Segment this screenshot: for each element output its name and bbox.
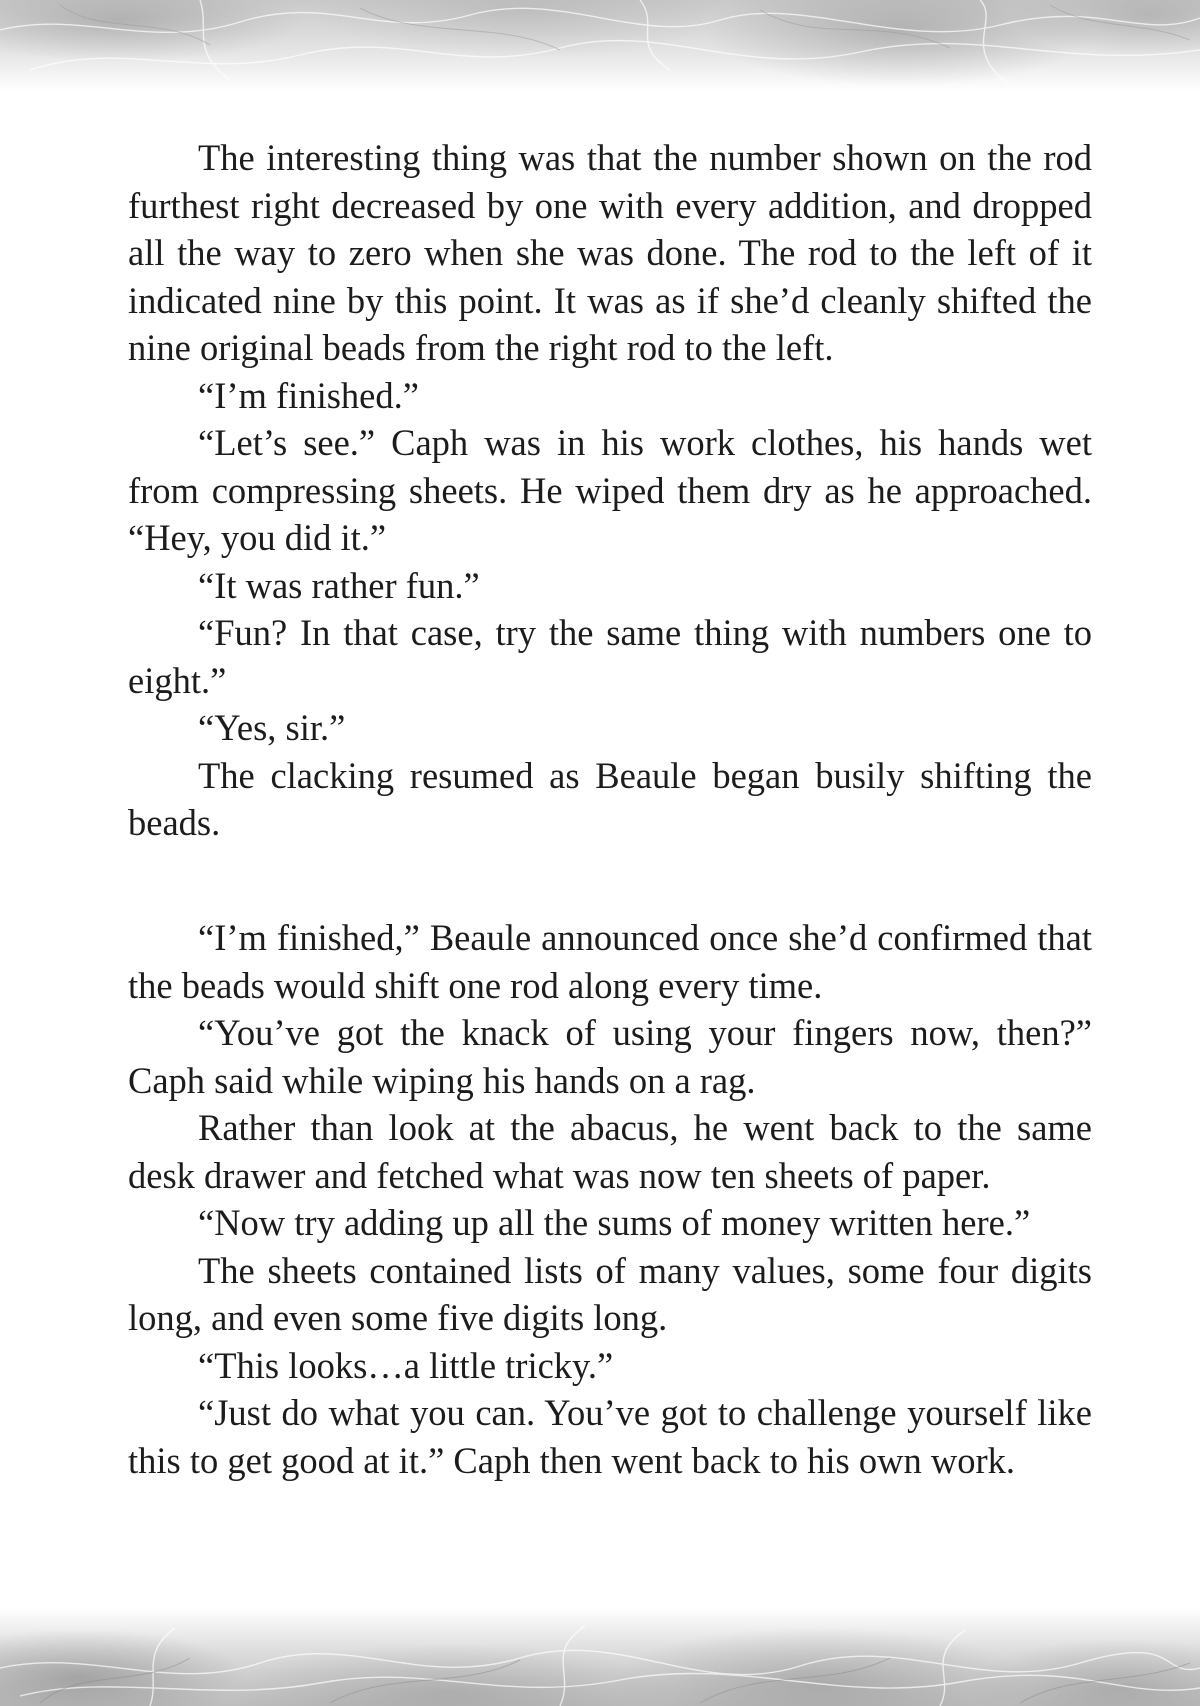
paragraph: “I’m finished,” Beaule announced once she’d confirmed that the beads would shift one rod along every time. <box>128 917 1092 1006</box>
paragraph: “You’ve got the knack of using your fingers now, then?” Caph said while wiping his hands on a rag. <box>128 1012 1092 1101</box>
story-section-1 <box>128 134 1092 847</box>
paragraph: “I’m finished.” <box>198 374 419 416</box>
paragraph: “Now try adding up all the sums of money written here.” <box>198 1202 1031 1243</box>
bottom-decorative-texture <box>0 1608 1200 1706</box>
paragraph: “Let’s see.” Caph was in his work clothes, his hands wet from compressing sheets. He wiped them dry as he approached. “Hey, you did it.” <box>128 422 1092 558</box>
paragraph: Rather than look at the abacus, he went back to the same desk drawer and fetched what was now ten sheets of paper. <box>128 1107 1092 1196</box>
paragraph: The clacking resumed as Beaule began busily shifting the beads. <box>128 754 1092 843</box>
top-decorative-texture <box>0 0 1200 92</box>
paragraph: “Just do what you can. You’ve got to challenge yourself like this to get good at it.” Caph then went back to his own work. <box>128 1392 1092 1481</box>
paragraph: The interesting thing was that the number shown on the rod furthest right decreased by one with every addition, and dropped all the way to zero when she was done. The rod to the left of it indicated nine by this point. It was as if she’d cleanly shifted the nine original beads from the right rod to the left. <box>128 137 1092 368</box>
paragraph: The sheets contained lists of many values, some four digits long, and even some five digits long. <box>128 1249 1092 1338</box>
paragraph: “This looks…a little tricky.” <box>198 1344 614 1386</box>
paragraph: “Fun? In that case, try the same thing with numbers one to eight.” <box>128 612 1092 701</box>
paragraph: “It was rather fun.” <box>198 564 480 606</box>
story-section-2 <box>128 914 1092 1484</box>
paragraph: “Yes, sir.” <box>198 707 346 748</box>
